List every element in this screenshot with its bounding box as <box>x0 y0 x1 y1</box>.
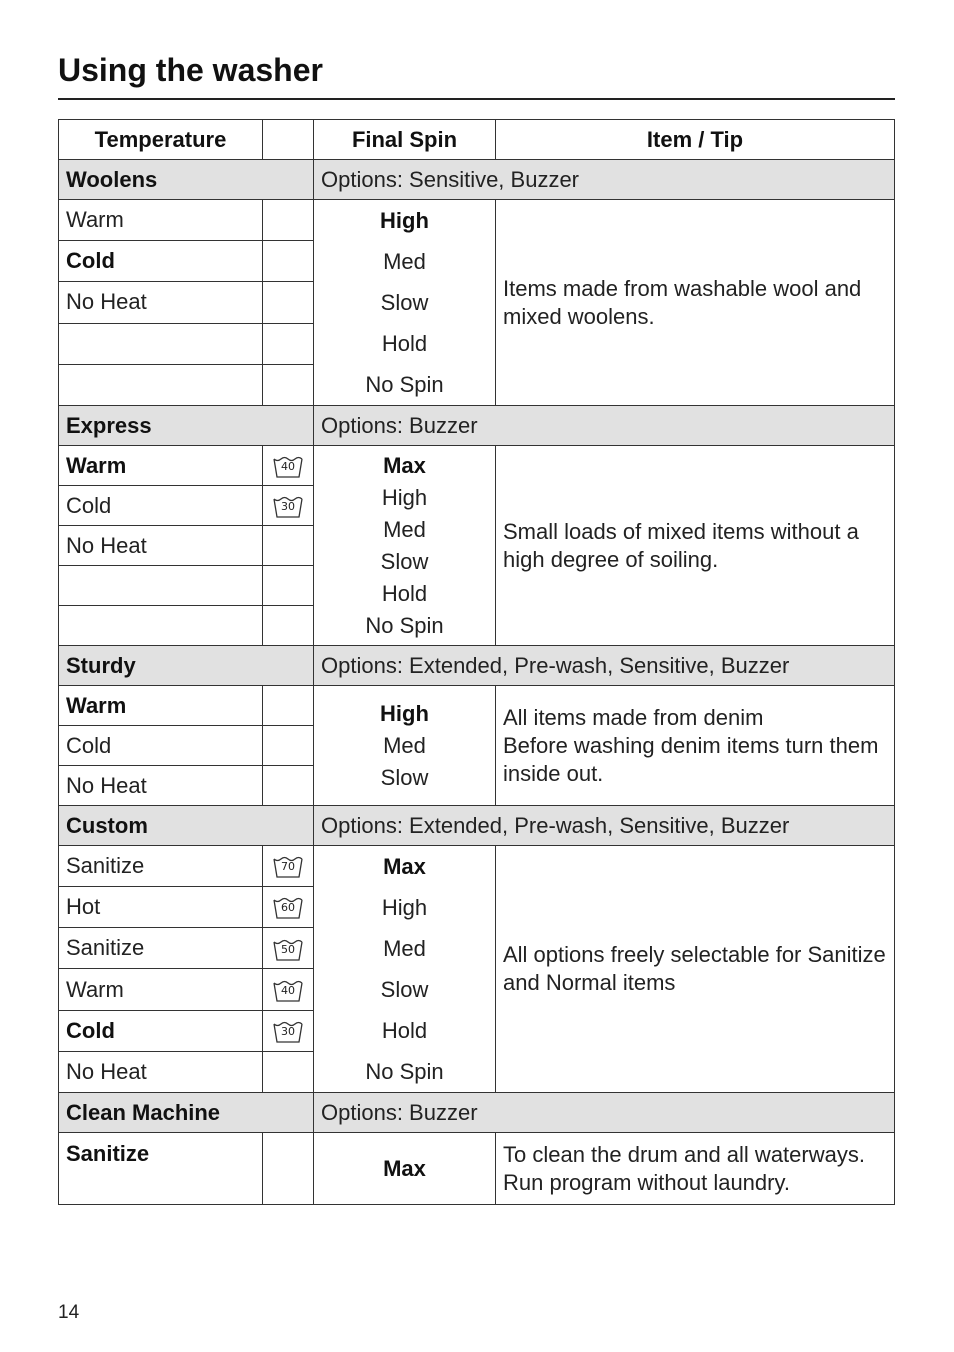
program-options: Options: Extended, Pre-wash, Sensitive, Buzzer <box>314 646 895 686</box>
temperature-cell: No Heat <box>59 282 263 323</box>
wash-temperature-value: 30 <box>281 499 295 513</box>
program-name: Custom <box>59 806 314 846</box>
temperature-symbol-cell <box>263 1133 314 1205</box>
temperature-symbol-cell <box>263 241 314 282</box>
spin-speed: No Spin <box>365 1059 444 1084</box>
program-header-row <box>59 160 895 200</box>
temperature-symbol-cell <box>263 486 314 526</box>
temperature-row <box>59 686 895 726</box>
spin-speed: Med <box>383 732 426 758</box>
wash-temperature-icon <box>273 897 303 919</box>
wash-temperature-value: 70 <box>281 860 295 874</box>
title-rule <box>58 98 895 100</box>
item-tip-text: To clean the drum and all waterways. Run program without laundry. <box>503 1141 865 1195</box>
item-tip-cell <box>496 686 895 806</box>
temperature-symbol-cell <box>263 766 314 806</box>
temperature-cell: No Heat <box>59 1051 263 1092</box>
wash-temperature-icon <box>273 980 303 1002</box>
temperature-cell: Warm <box>59 446 263 486</box>
spin-speed: Max <box>383 1155 426 1181</box>
spin-speed: No Spin <box>365 612 444 638</box>
temperature-cell: Warm <box>59 200 263 241</box>
header-symbol <box>263 120 314 160</box>
temperature-symbol-cell <box>263 928 314 969</box>
program-header-row <box>59 806 895 846</box>
header-row <box>59 120 895 160</box>
temperature-cell: Warm <box>59 686 263 726</box>
wash-temperature-value: 60 <box>281 901 295 915</box>
item-tip-cell <box>496 446 895 646</box>
temperature-symbol-cell <box>263 200 314 241</box>
wash-temperature-icon <box>273 939 303 961</box>
temperature-symbol-cell <box>263 446 314 486</box>
temperature-cell: Sanitize <box>59 846 263 887</box>
temperature-row <box>59 446 895 486</box>
program-name: Sturdy <box>59 646 314 686</box>
program-options: Options: Buzzer <box>314 1093 895 1133</box>
temperature-symbol-cell <box>263 566 314 606</box>
spin-speed: Max <box>383 452 426 478</box>
temperature-cell: Warm <box>59 969 263 1010</box>
spin-speed: High <box>381 895 428 920</box>
spin-speed: No Spin <box>365 372 444 397</box>
header-item-tip: Item / Tip <box>496 120 895 160</box>
wash-temperature-value: 40 <box>281 983 295 997</box>
final-spin-cell <box>314 846 496 1093</box>
spin-speed: High <box>381 484 428 510</box>
spin-speed: Slow <box>380 548 429 574</box>
wash-temperature-icon <box>273 1021 303 1043</box>
spin-speed: Med <box>383 936 426 961</box>
temperature-symbol-cell <box>263 887 314 928</box>
temperature-cell: Cold <box>59 1010 263 1051</box>
temperature-cell: Cold <box>59 241 263 282</box>
wash-temperature-value: 40 <box>281 459 295 473</box>
temperature-cell: No Heat <box>59 766 263 806</box>
item-tip-cell <box>496 200 895 406</box>
temperature-symbol-cell <box>263 1010 314 1051</box>
temperature-cell <box>59 364 263 405</box>
spin-speed: Slow <box>380 290 429 315</box>
temperature-symbol-cell <box>263 323 314 364</box>
spin-speed: Med <box>383 516 426 542</box>
item-tip-text: All options freely selectable for Sanitize and Normal items <box>503 942 886 995</box>
spin-speed: Slow <box>380 764 429 790</box>
temperature-row <box>59 1133 895 1205</box>
wash-temperature-value: 30 <box>281 1024 295 1038</box>
temperature-cell: Cold <box>59 486 263 526</box>
wash-temperature-icon <box>273 496 303 518</box>
temperature-symbol-cell <box>263 606 314 646</box>
final-spin-cell <box>314 1133 496 1205</box>
item-tip-text: All items made from denim <box>503 704 764 730</box>
temperature-symbol-cell <box>263 282 314 323</box>
item-tip-cell <box>496 1133 895 1205</box>
spin-speed: Max <box>383 854 426 879</box>
temperature-symbol-cell <box>263 686 314 726</box>
temperature-cell: Sanitize <box>59 928 263 969</box>
header-temperature: Temperature <box>59 120 263 160</box>
program-options: Options: Sensitive, Buzzer <box>314 160 895 200</box>
item-tip-text: Items made from washable wool and mixed woolens. <box>503 275 862 329</box>
temperature-cell <box>59 323 263 364</box>
temperature-cell: Cold <box>59 726 263 766</box>
program-table <box>58 119 895 1205</box>
temperature-symbol-cell <box>263 526 314 566</box>
temperature-cell <box>59 606 263 646</box>
page-number: 14 <box>58 1302 80 1323</box>
spin-speed: Hold <box>381 1018 428 1043</box>
temperature-symbol-cell <box>263 364 314 405</box>
spin-speed: Med <box>383 249 426 274</box>
item-tip-cell <box>496 846 895 1093</box>
final-spin-cell <box>314 200 496 406</box>
wash-temperature-icon <box>273 456 303 478</box>
wash-temperature-icon <box>273 856 303 878</box>
item-tip-text: Small loads of mixed items without a high degree of soiling. <box>503 518 859 572</box>
temperature-cell: Hot <box>59 887 263 928</box>
program-header-row <box>59 1093 895 1133</box>
temperature-cell <box>59 566 263 606</box>
program-options: Options: Extended, Pre-wash, Sensitive, Buzzer <box>314 806 895 846</box>
temperature-symbol-cell <box>263 726 314 766</box>
temperature-symbol-cell <box>263 846 314 887</box>
program-name: Express <box>59 406 314 446</box>
page-title: Using the washer <box>58 52 323 88</box>
program-name: Clean Machine <box>59 1093 314 1133</box>
spin-speed: Hold <box>381 331 428 356</box>
spin-speed: High <box>380 208 429 233</box>
temperature-cell: Sanitize <box>59 1133 263 1205</box>
program-options: Options: Buzzer <box>314 406 895 446</box>
final-spin-cell <box>314 446 496 646</box>
temperature-symbol-cell <box>263 969 314 1010</box>
program-header-row <box>59 406 895 446</box>
temperature-cell: No Heat <box>59 526 263 566</box>
temperature-row <box>59 846 895 887</box>
program-table-body <box>59 160 895 1205</box>
temperature-row <box>59 200 895 241</box>
wash-temperature-value: 50 <box>281 942 295 956</box>
spin-speed: High <box>380 700 429 726</box>
program-header-row <box>59 646 895 686</box>
program-name: Woolens <box>59 160 314 200</box>
header-final-spin: Final Spin <box>314 120 496 160</box>
spin-speed: Slow <box>380 977 429 1002</box>
final-spin-cell <box>314 686 496 806</box>
temperature-symbol-cell <box>263 1051 314 1092</box>
item-tip-text: Before washing denim items turn them inside out. <box>503 732 879 786</box>
spin-speed: Hold <box>381 580 428 606</box>
